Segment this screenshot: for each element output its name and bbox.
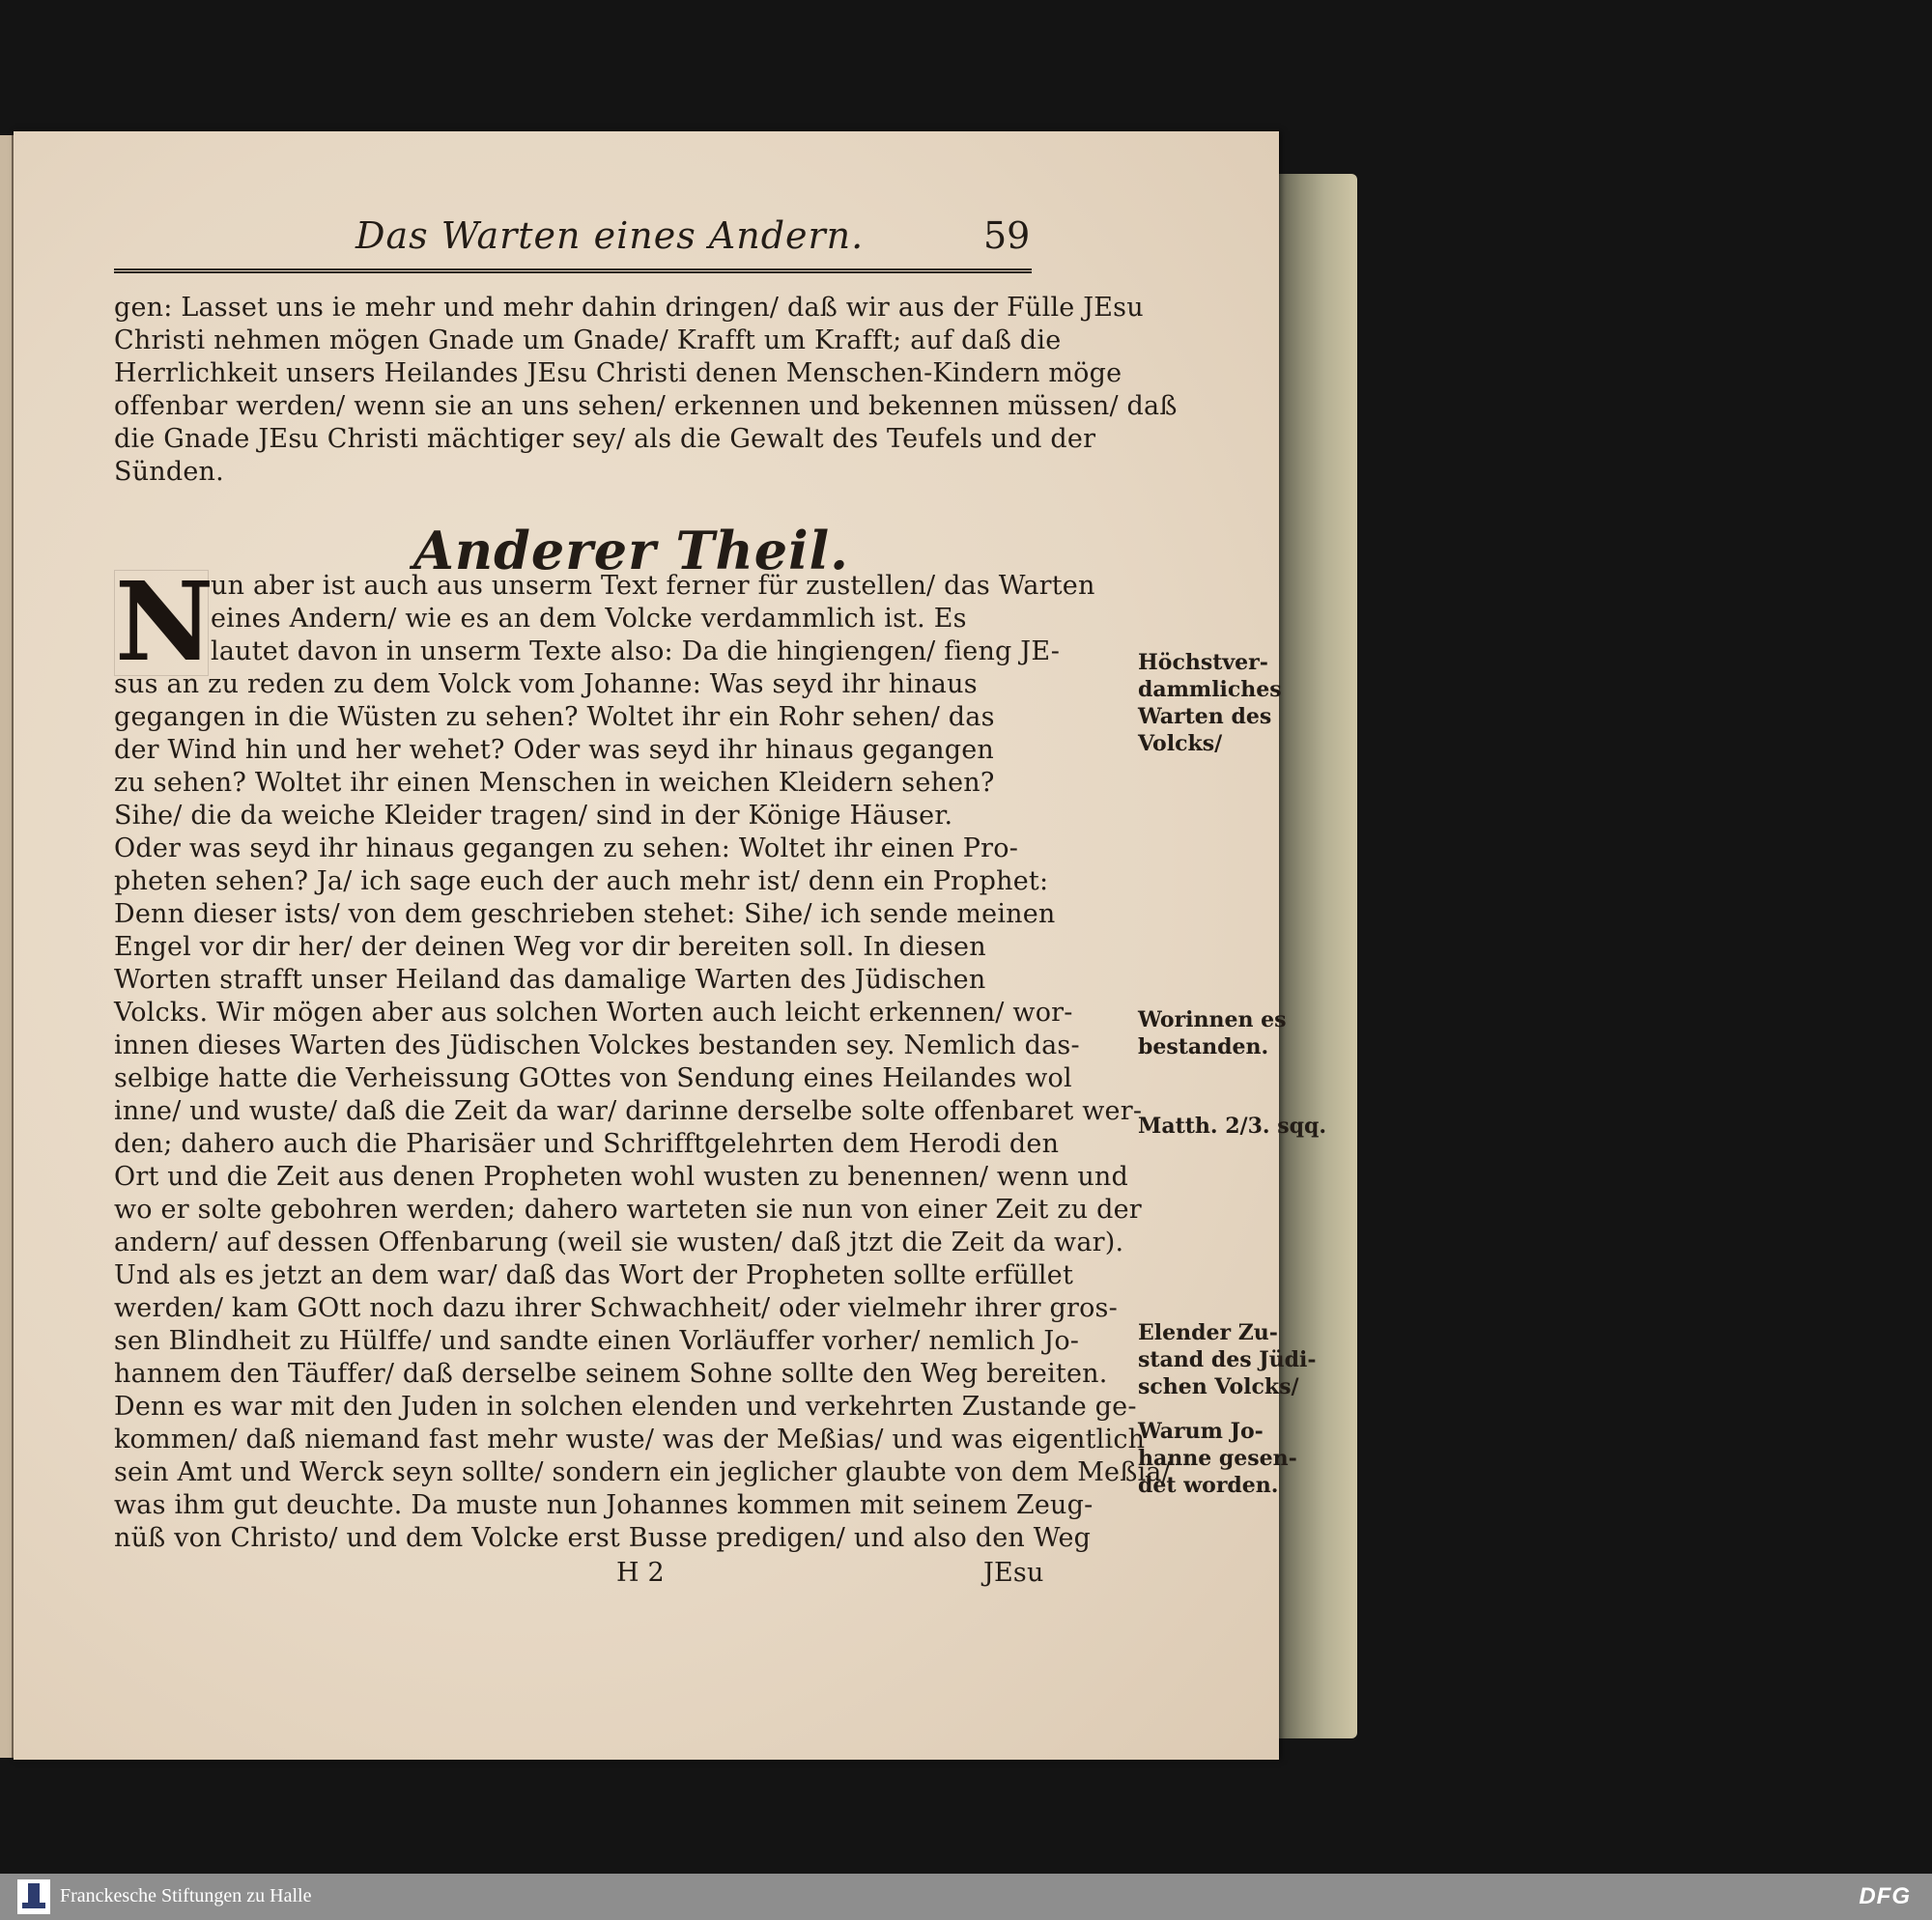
text-line: Oder was seyd ihr hinaus gegangen zu sehen: Woltet ihr einen Pro- <box>114 833 1019 863</box>
text-line: Sihe/ die da weiche Kleider tragen/ sind in der Könige Häuser. <box>114 801 953 831</box>
text-line: hannem den Täuffer/ daß derselbe seinem Sohne sollte den Weg bereiten. <box>114 1359 1108 1389</box>
text-line: lautet davon in unserm Texte also: Da die hingiengen/ fieng JE- <box>211 636 1061 666</box>
margin-note: bestanden. <box>1138 1034 1269 1059</box>
margin-note: Höchstver- <box>1138 650 1268 675</box>
margin-note: det worden. <box>1138 1473 1279 1498</box>
text-line: Ort und die Zeit aus denen Propheten wohl wusten zu benennen/ wenn und <box>114 1162 1129 1192</box>
text-line: der Wind hin und her wehet? Oder was seyd ihr hinaus gegangen <box>114 735 995 765</box>
margin-note: Warten des <box>1138 704 1272 729</box>
text-line: Denn dieser ists/ von dem geschrieben stehet: Sihe/ ich sende meinen <box>114 899 1056 929</box>
logo-base <box>22 1903 45 1908</box>
text-line: un aber ist auch aus unserm Text ferner für zustellen/ das Warten <box>211 571 1095 601</box>
page-content <box>95 214 1327 1588</box>
header-rule <box>114 268 1032 273</box>
margin-note: dammliches <box>1138 677 1282 702</box>
text-line: inne/ und wuste/ daß die Zeit da war/ darinne derselbe solte offenbaret wer- <box>114 1096 1143 1126</box>
margin-note: Warum Jo- <box>1138 1419 1264 1444</box>
text-line: sus an zu reden zu dem Volck vom Johanne: Was seyd ihr hinaus <box>114 669 978 699</box>
text-line: sein Amt und Werck seyn sollte/ sondern ein jeglicher glaubte von dem Meßia/ <box>114 1457 1171 1487</box>
book-page <box>14 131 1327 1760</box>
margin-note: stand des Jüdi- <box>1138 1347 1317 1372</box>
intro-line: die Gnade JEsu Christi mächtiger sey/ als die Gewalt des Teufels und der <box>114 424 1096 454</box>
page-number: 59 <box>983 214 1031 257</box>
section-heading: Anderer Theil. <box>413 520 849 581</box>
text-line: nüß von Christo/ und dem Volcke erst Busse predigen/ und also den Weg <box>114 1523 1092 1553</box>
institution-name: Franckesche Stiftungen zu Halle <box>60 1885 312 1906</box>
text-line: den; dahero auch die Pharisäer und Schrifftgelehrten dem Herodi den <box>114 1129 1060 1159</box>
text-line: selbige hatte die Verheissung GOttes von Sendung eines Heilandes wol <box>114 1063 1072 1093</box>
intro-line: Sünden. <box>114 457 224 487</box>
text-line: Volcks. Wir mögen aber aus solchen Worten auch leicht erkennen/ wor- <box>114 998 1073 1028</box>
intro-line: Christi nehmen mögen Gnade um Gnade/ Krafft um Krafft; auf daß die <box>114 325 1062 355</box>
text-line: sen Blindheit zu Hülffe/ und sandte einen Vorläuffer vorher/ nemlich Jo- <box>114 1326 1080 1356</box>
margin-note: hanne gesen- <box>1138 1446 1297 1471</box>
text-line: eines Andern/ wie es an dem Volcke verdammlich ist. Es <box>211 604 967 634</box>
text-line: zu sehen? Woltet ihr einen Menschen in weichen Kleidern sehen? <box>114 768 995 798</box>
running-head: Das Warten eines Andern. <box>355 214 865 257</box>
text-line: gegangen in die Wüsten zu sehen? Woltet ihr ein Rohr sehen/ das <box>114 702 995 732</box>
left-page-edge <box>0 135 14 1758</box>
text-line: Worten strafft unser Heiland das damalige Warten des Jüdischen <box>114 965 986 995</box>
catchword: JEsu <box>983 1558 1044 1588</box>
signature-mark: H 2 <box>616 1558 665 1588</box>
intro-line: offenbar werden/ wenn sie an uns sehen/ erkennen und bekennen müssen/ daß <box>114 391 1178 421</box>
intro-line: gen: Lasset uns ie mehr und mehr dahin dringen/ daß wir aus der Fülle JEsu <box>114 293 1144 323</box>
institution-logo <box>17 1879 50 1914</box>
text-line: andern/ auf dessen Offenbarung (weil sie wusten/ daß jtzt die Zeit da war). <box>114 1228 1124 1257</box>
margin-note: Matth. 2/3. sqq. <box>1138 1114 1327 1139</box>
book-block-edge <box>1275 174 1357 1738</box>
margin-note: Elender Zu- <box>1138 1320 1278 1345</box>
text-line: Und als es jetzt an dem war/ daß das Wort der Propheten sollte erfüllet <box>114 1260 1073 1290</box>
text-line: Denn es war mit den Juden in solchen elenden und verkehrten Zustande ge- <box>114 1392 1137 1422</box>
viewer-footer <box>0 1874 1932 1920</box>
margin-note: Worinnen es <box>1138 1007 1287 1032</box>
dfg-logo: DFG <box>1859 1883 1911 1909</box>
intro-line: Herrlichkeit unsers Heilandes JEsu Christi denen Menschen-Kindern möge <box>114 358 1122 388</box>
text-line: innen dieses Warten des Jüdischen Volckes bestanden sey. Nemlich das- <box>114 1031 1080 1060</box>
margin-note: schen Volcks/ <box>1138 1374 1299 1399</box>
tower-icon <box>28 1883 40 1903</box>
text-line: werden/ kam GOtt noch dazu ihrer Schwachheit/ oder vielmehr ihrer gros- <box>114 1293 1118 1323</box>
margin-note: Volcks/ <box>1138 731 1223 756</box>
page-header <box>95 214 1041 276</box>
decorated-initial: N <box>115 559 214 686</box>
text-line: Engel vor dir her/ der deinen Weg vor dir bereiten soll. In diesen <box>114 932 986 962</box>
text-line: kommen/ daß niemand fast mehr wuste/ was der Meßias/ und was eigentlich <box>114 1425 1146 1454</box>
text-line: wo er solte gebohren werden; dahero warteten sie nun von einer Zeit zu der <box>114 1195 1142 1225</box>
text-line: was ihm gut deuchte. Da muste nun Johannes kommen mit seinem Zeug- <box>114 1490 1094 1520</box>
text-line: pheten sehen? Ja/ ich sage euch der auch mehr ist/ denn ein Prophet: <box>114 866 1049 896</box>
